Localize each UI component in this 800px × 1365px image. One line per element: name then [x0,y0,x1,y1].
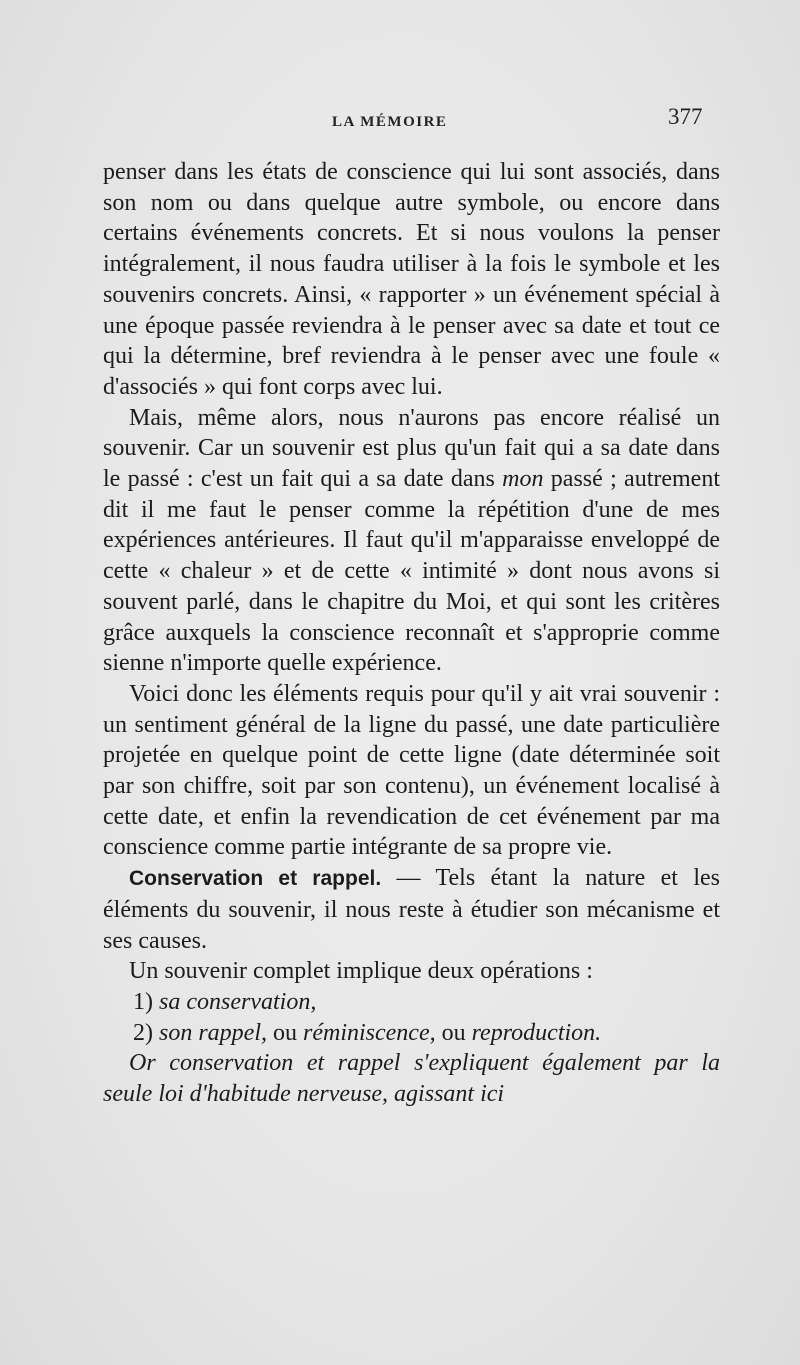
paragraph-6-text: Or conservation et rappel s'expliquent également par la seule loi d'habitude nerveuse, agissant ici [103,1050,720,1108]
paragraph-5: Un souvenir complet implique deux opérations : [129,958,593,985]
section-heading: Conservation et rappel. [129,867,382,891]
paragraph-4-text: — Tels étant la nature et les éléments du souvenir, il nous reste à étudier son mécanisme et ses causes. [103,865,720,954]
list-item-2 [103,1018,720,1049]
paragraph-2 [103,403,720,679]
paragraph-3: Voici donc les éléments requis pour qu'il y ait vrai souvenir : un sentiment général de la ligne du passé, une date particulière projetée en quelque point de cette ligne (date déterminée soit par son chiffre, soit par son contenu), un événement localisé à cette date, et enfin la revendication de cet événement par ma conscience comme partie intégrante de sa propre vie. [103,680,720,861]
running-title: LA MÉMOIRE [332,114,448,130]
list-item-1-text: sa conservation, [159,988,317,1015]
paragraph-2-emphasis: mon [502,466,544,493]
list-item-2-connector-1: ou [267,1019,303,1046]
body-text [103,157,720,1110]
list-item-1-number: 1) [133,988,153,1015]
page-header [0,104,800,140]
list-item-2-term-2: réminiscence, [303,1019,436,1046]
list-item-2-connector-2: ou [435,1019,472,1046]
list-item-2-term-1: son rappel, [159,1019,267,1046]
list-item-1 [103,987,720,1018]
paragraph-6 [103,1048,720,1109]
paragraph-1: penser dans les états de conscience qui lui sont associés, dans son nom ou dans quelque autre symbole, ou encore dans certains événements concrets. Et si nous voulons la penser intégralement, il nous faudra utiliser à la fois le symbole et les souvenirs concrets. Ainsi, « rapporter » un événement spécial à une époque passée reviendra à le penser avec sa date et tout ce qui la détermine, bref reviendra à le penser avec une foule « d'associés » qui font corps avec lui. [103,159,720,400]
paragraph-2-part-a: Mais, même alors, nous n'aurons pas encore réalisé un souvenir. Car un souvenir est plus qu'un fait qui a sa date dans le passé : c'est un fait qui a sa date dans [103,404,720,493]
paragraph-4 [103,863,720,956]
list-item-2-number: 2) [133,1019,153,1046]
list-item-2-term-3: reproduction. [471,1019,602,1046]
page-number: 377 [668,104,703,129]
paragraph-2-part-b: passé ; autrement dit il me faut le penser comme la répétition d'une de mes expériences antérieures. Il faut qu'il m'apparaisse enveloppé de cette « chaleur » et de cette « intimité » dont nous avons si souvent parlé, dans le chapitre du Moi, et qui sont les critères grâce auxquels la conscience reconnaît et s'approprie comme sienne n'importe quelle expérience. [103,466,720,677]
